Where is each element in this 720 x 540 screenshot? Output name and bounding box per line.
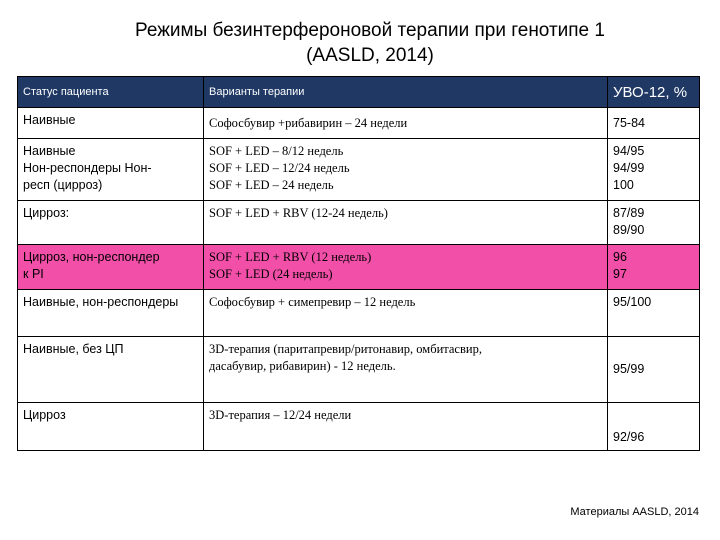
cell-therapy: SOF + LED + RBV (12 недель) SOF + LED (24 недель) bbox=[204, 245, 608, 290]
slide-title bbox=[60, 18, 680, 68]
cell-svr: 87/89 89/90 bbox=[608, 201, 700, 245]
table-row bbox=[18, 201, 700, 245]
table-row bbox=[18, 403, 700, 451]
table-row-highlighted bbox=[18, 245, 700, 290]
source-footnote: Материалы AASLD, 2014 bbox=[570, 506, 699, 518]
cell-therapy: 3D-терапия (паритапревир/ритонавир, омбитасвир, дасабувир, рибавирин) - 12 недель. bbox=[204, 337, 608, 403]
cell-svr: 95/99 bbox=[608, 337, 700, 403]
cell-svr: 95/100 bbox=[608, 290, 700, 337]
cell-therapy: Софосбувир + симепревир – 12 недель bbox=[204, 290, 608, 337]
cell-svr: 96 97 bbox=[608, 245, 700, 290]
cell-therapy: SOF + LED + RBV (12-24 недель) bbox=[204, 201, 608, 245]
table-row bbox=[18, 337, 700, 403]
table-row bbox=[18, 108, 700, 139]
cell-therapy: SOF + LED – 8/12 недель SOF + LED – 12/24 недель SOF + LED – 24 недель bbox=[204, 139, 608, 201]
cell-therapy: Софосбувир +рибавирин – 24 недели bbox=[204, 108, 608, 139]
header-svr: УВО-12, % bbox=[608, 77, 700, 108]
cell-status: Наивные, без ЦП bbox=[18, 337, 204, 403]
title-line-1: Режимы безинтерфероновой терапии при генотипе 1 bbox=[135, 20, 605, 41]
cell-status: Цирроз bbox=[18, 403, 204, 451]
cell-status: Наивные Нон-респондеры Нон- респ (цирроз) bbox=[18, 139, 204, 201]
cell-status: Цирроз: bbox=[18, 201, 204, 245]
title-line-2: (AASLD, 2014) bbox=[306, 45, 434, 66]
cell-svr: 94/95 94/99 100 bbox=[608, 139, 700, 201]
table-row bbox=[18, 290, 700, 337]
cell-svr: 75-84 bbox=[608, 108, 700, 139]
table-header-row bbox=[18, 77, 700, 108]
cell-status: Наивные, нон-респондеры bbox=[18, 290, 204, 337]
cell-status: Наивные bbox=[18, 108, 204, 139]
header-variants: Варианты терапии bbox=[204, 77, 608, 108]
therapy-table bbox=[17, 76, 700, 451]
cell-svr: 92/96 bbox=[608, 403, 700, 451]
cell-therapy: 3D-терапия – 12/24 недели bbox=[204, 403, 608, 451]
cell-status: Цирроз, нон-респондер к PI bbox=[18, 245, 204, 290]
header-status: Статус пациента bbox=[18, 77, 204, 108]
table-row bbox=[18, 139, 700, 201]
